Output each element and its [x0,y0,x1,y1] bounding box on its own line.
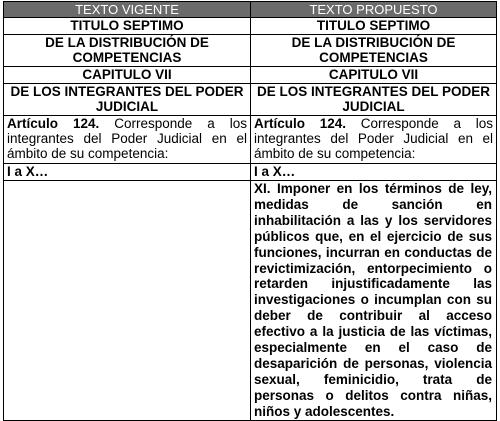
items-right: I a X… [251,164,497,181]
chapter-name-left: DE LOS INTEGRANTES DEL PODER JUDICIAL [4,84,251,116]
article-text-right: Corresponde a los integrantes del Poder Judicial en el ámbito de su competencia: [254,116,493,161]
article-label-right: Artículo 124. [254,116,346,131]
header-current-text: TEXTO VIGENTE [4,2,251,18]
section-left: DE LA DISTRIBUCIÓN DE COMPETENCIAS [4,35,251,67]
comparison-document [3,1,496,421]
table-row [4,35,497,67]
table-row [4,18,497,35]
chapter-left: CAPITULO VII [4,67,251,84]
table-row [4,84,497,116]
article-text-left: Corresponde a los integrantes del Poder Judicial en el ámbito de su competencia: [7,116,247,161]
header-proposed-text: TEXTO PROPUESTO [251,2,497,18]
article-label-left: Artículo 124. [7,116,100,131]
new-fraction-right: XI. Imponer en los términos de ley, medidas de sanción en inhabilitación a las y los servidores públicos que, en el ejercicio de sus funciones, incurran en conductas de revictimización, entorpecimiento o retarden injustificadamente las investigaciones o incumplan con su deber de contribuir al acceso efectivo a la justicia de las víctimas, especialmente en el caso de desaparición de personas, violencia sexual, feminicidio, trata de personas o delitos contra niñas, niños y adolescentes. [251,181,497,421]
table-header-row [4,2,497,18]
table-row [4,181,497,421]
title-right: TITULO SEPTIMO [251,18,497,35]
article-right [251,116,497,164]
comparison-table [3,1,497,421]
table-row [4,164,497,181]
title-left: TITULO SEPTIMO [4,18,251,35]
section-right: DE LA DISTRIBUCIÓN DE COMPETENCIAS [251,35,497,67]
article-left [4,116,251,164]
new-fraction-left [4,181,251,421]
table-row [4,67,497,84]
chapter-name-right: DE LOS INTEGRANTES DEL PODER JUDICIAL [251,84,497,116]
table-row [4,116,497,164]
items-left: I a X… [4,164,251,181]
chapter-right: CAPITULO VII [251,67,497,84]
